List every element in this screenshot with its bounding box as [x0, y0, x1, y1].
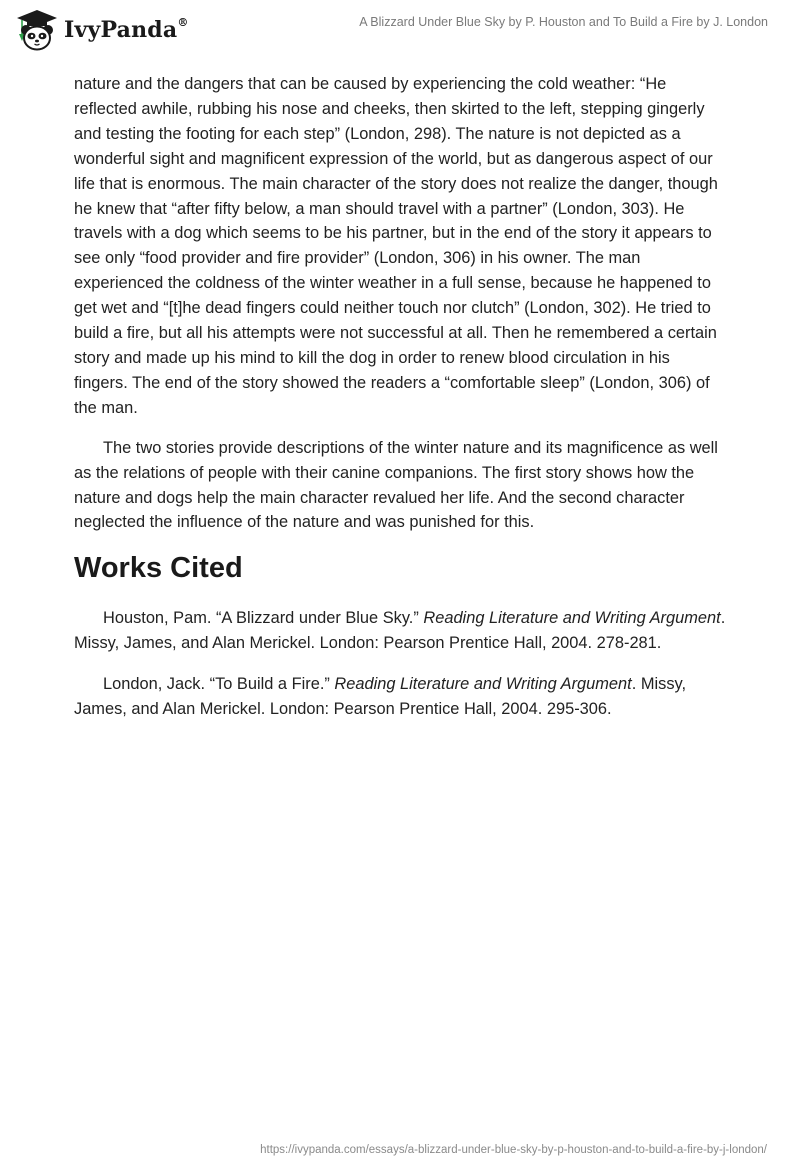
brand-name-text: IvyPanda — [64, 17, 178, 43]
citation-author-title: London, Jack. “To Build a Fire.” — [103, 675, 335, 694]
citation-author-title: Houston, Pam. “A Blizzard under Blue Sky.” — [103, 609, 424, 628]
citation-publication: . Missy, James, and Alan Merickel. London: Pearson Prentice Hall, 2004. 295-306. — [74, 675, 687, 719]
brand-name — [64, 17, 189, 43]
source-url[interactable]: https://ivypanda.com/essays/a-blizzard-under-blue-sky-by-p-houston-and-to-build-a-fire-by-j-london/ — [260, 1144, 767, 1156]
page-header — [0, 0, 800, 60]
citation-publication: . Missy, James, and Alan Merickel. London: Pearson Prentice Hall, 2004. 278-281. — [74, 609, 726, 653]
citation-entry — [74, 606, 726, 656]
citation-book-title: Reading Literature and Writing Argument — [334, 675, 632, 694]
essay-content — [74, 72, 726, 738]
panda-graduation-cap-icon — [14, 8, 60, 52]
citation-book-title: Reading Literature and Writing Argument — [423, 609, 721, 628]
body-paragraph-2: The two stories provide descriptions of the winter nature and its magnificence as well as the relations of people with their canine companions. The first story shows how the nature and dogs help the main character revalued her life. And the second character neglected the influence of the nature and was punished for this. — [74, 438, 718, 532]
works-cited-heading: Works Cited — [74, 552, 243, 585]
citation-entry — [74, 672, 726, 722]
brand-logo[interactable] — [14, 8, 189, 52]
running-title: A Blizzard Under Blue Sky by P. Houston and To Build a Fire by J. London — [359, 15, 768, 29]
registered-mark: ® — [177, 15, 189, 29]
body-paragraph-1: nature and the dangers that can be caused by experiencing the cold weather: “He reflected awhile, rubbing his nose and cheeks, then skirted to the left, stepping gingerly and testing the footing for each step” (London, 298). The nature is not depicted as a wonderful sight and magnificent expression of the world, but as dangerous aspect of our life that is enormous. The main character of the story does not realize the danger, though he knew that “after fifty below, a man should travel with a partner” (London, 303). He travels with a dog which seems to be his partner, but in the end of the story it appears to see only “food provider and fire provider” (London, 306) in his owner. The man experienced the coldness of the winter weather in a full sense, because he happened to get wet and “[t]he dead fingers could neither touch nor clutch” (London, 302). He tried to build a fire, but all his attempts were not successful at all. Then he remembered a certain story and made up his mind to kill the dog in order to renew blood circulation in his fingers. The end of the story showed the readers a “comfortable sleep” (London, 306) of the man. — [74, 75, 718, 417]
